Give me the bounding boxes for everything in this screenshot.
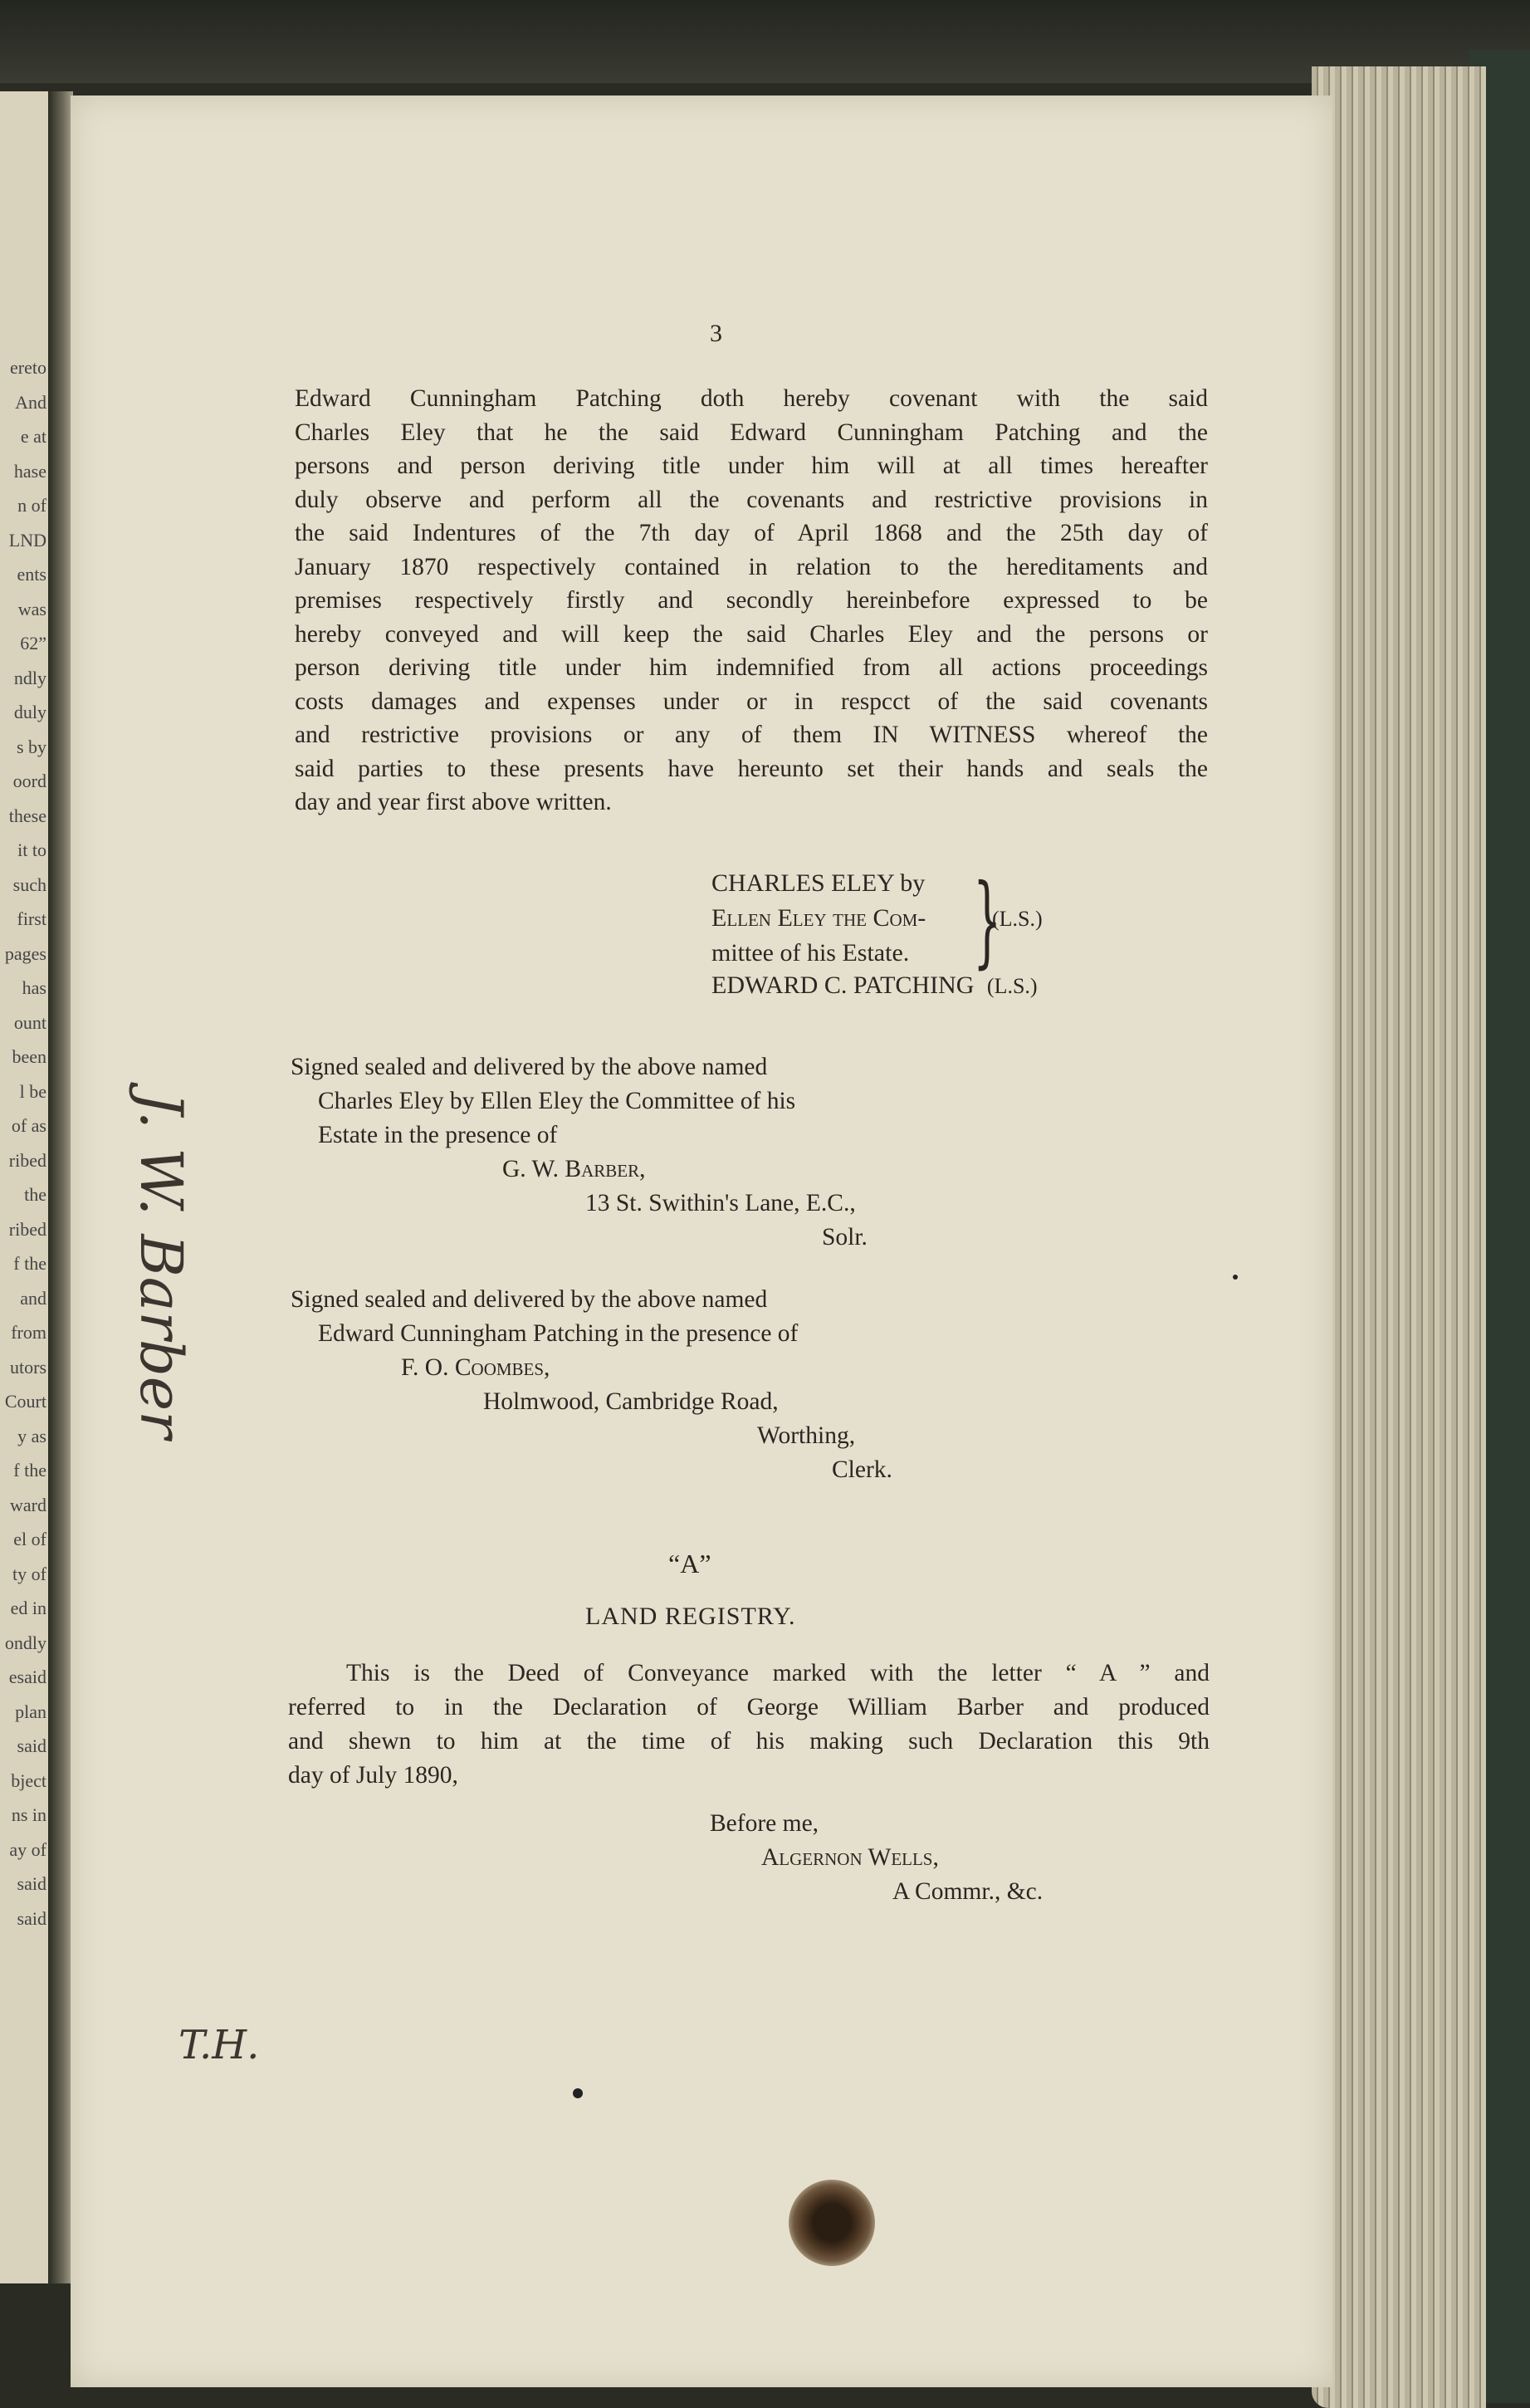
declaration-line: This is the Deed of Conveyance marked with the letter “ A ” and [346, 1660, 1210, 1686]
body-paragraph [295, 382, 1208, 820]
left-page-text-fragment: and [20, 1287, 46, 1309]
left-page-text-fragment: esaid [8, 1667, 46, 1687]
witness-role: Solr. [822, 1224, 868, 1250]
left-page-text-fragment: ward [10, 1494, 46, 1515]
left-page-text-fragment: l be [19, 1080, 46, 1102]
signature-name: EDWARD C. PATCHING [711, 972, 975, 999]
body-line: said parties to these presents have hereunto set their hands and seals the [295, 755, 1208, 782]
body-line: the said Indentures of the 7th day of April 1868 and the 25th day of [295, 520, 1208, 546]
left-page-text-fragment: bject [11, 1769, 46, 1791]
witness-role: Clerk. [832, 1456, 892, 1483]
witness-clause-line: Signed sealed and delivered by the above named [291, 1054, 768, 1080]
registry-heading: LAND REGISTRY. [585, 1603, 796, 1630]
left-page-text-fragment: hase [13, 460, 46, 482]
left-page-text-fragment: plan [15, 1701, 46, 1722]
left-page-text-fragment: ed in [10, 1598, 46, 1618]
left-page-text-fragment: from [11, 1322, 46, 1343]
left-page-text-fragment: Court [4, 1391, 46, 1412]
left-page-text-fragment: it to [17, 839, 46, 860]
left-page-text-fragment: s by [16, 736, 46, 757]
margin-handwriting: J. W. Barber [127, 1092, 195, 1439]
left-page-text-fragment: duly [13, 702, 46, 722]
left-page-text-fragment: f the [13, 1253, 46, 1274]
left-page-text-fragment: first [17, 908, 46, 929]
left-page-text-fragment: ount [13, 1011, 46, 1033]
body-line: and restrictive provisions or any of them IN WITNESS whereof the [295, 722, 1208, 748]
left-page-text-fragment: ndly [13, 667, 46, 688]
body-line: hereby conveyed and will keep the said Charles Eley and the persons or [295, 620, 1208, 648]
left-page-text-fragment: ents [17, 564, 46, 585]
signature-brace: } [973, 864, 1002, 979]
embossed-seal [789, 2180, 875, 2266]
ink-dot [573, 2088, 583, 2098]
body-line: Charles Eley that he the said Edward Cunningham Patching and the [295, 418, 1208, 446]
book-binding-top [0, 0, 1530, 83]
left-page-text-fragment: of as [11, 1115, 46, 1136]
left-page-text-fragment: y as [17, 1425, 46, 1446]
left-page-text-fragment: has [22, 977, 46, 998]
left-page-text-fragment: ay of [9, 1838, 46, 1860]
witness-address: Worthing, [757, 1422, 856, 1449]
witness-clause-line: Estate in the presence of [318, 1122, 558, 1148]
edward-patching-signature [711, 972, 1038, 1000]
commissioner-name: Algernon Wells, [761, 1844, 939, 1871]
left-page-text-fragment: such [12, 874, 46, 895]
body-line: day and year first above written. [295, 789, 612, 815]
left-page-text-fragment: e at [20, 426, 46, 447]
body-line: Edward Cunningham Patching doth hereby covenant with the said [295, 385, 1208, 412]
left-page-text-fragment: said [17, 1735, 46, 1756]
left-page-text-fragment: LND [8, 529, 46, 551]
witness-address: Holmwood, Cambridge Road, [483, 1388, 779, 1415]
witness-clause-line: Edward Cunningham Patching in the presence of [318, 1320, 799, 1347]
seal-label: (L.S.) [986, 974, 1038, 998]
declaration-line: day of July 1890, [288, 1762, 458, 1789]
left-page-text-fragment: ereto [10, 357, 46, 378]
left-page-text-fragment: the [24, 1184, 46, 1205]
left-page-text-fragment: ondly [4, 1632, 46, 1653]
declaration-line: and shewn to him at the time of his making such Declaration this 9th [288, 1728, 1210, 1755]
body-line: premises respectively firstly and secondly hereinbefore expressed to be [295, 587, 1208, 614]
left-page-text-fragment: ns in [11, 1804, 46, 1825]
left-page-text-fragment: And [15, 391, 46, 413]
signature-line: CHARLES ELEY by [711, 869, 926, 897]
before-me: Before me, [710, 1810, 819, 1837]
body-line: person deriving title under him indemnified from all actions proceedings [295, 654, 1208, 681]
charles-eley-signature-block [711, 866, 926, 971]
seal-label: (L.S.) [992, 907, 1043, 931]
left-page-text-fragment: was [17, 598, 46, 619]
left-page-text-fragment: pages [4, 942, 46, 964]
left-page-text-fragment: f the [13, 1460, 46, 1481]
body-line: persons and person deriving title under him will at all times hereafter [295, 453, 1208, 479]
witness-address: 13 St. Swithin's Lane, E.C., [585, 1190, 856, 1216]
book-gutter [48, 91, 73, 2283]
page-number: 3 [710, 320, 722, 347]
left-page-text-fragment: ribed [8, 1149, 46, 1171]
body-line: costs damages and expenses under or in respcct of the said covenants [295, 688, 1208, 715]
left-page-text-fragment: utors [10, 1356, 46, 1378]
body-line: January 1870 respectively contained in relation to the hereditaments and [295, 553, 1208, 580]
left-page-text-fragment: said [17, 1873, 46, 1894]
body-line: duly observe and perform all the covenants and restrictive provisions in [295, 486, 1208, 513]
signature-line: Ellen Eley the Com- [711, 904, 926, 932]
exhibit-mark: “A” [668, 1549, 711, 1578]
witness-clause-line: Charles Eley by Ellen Eley the Committee of his [318, 1088, 796, 1114]
left-page-text-fragment: el of [13, 1529, 46, 1549]
witness-name: F. O. Coombes, [401, 1354, 550, 1381]
declaration-paragraph [288, 1657, 1210, 1793]
witness-clause-line: Signed sealed and delivered by the above named [291, 1286, 768, 1313]
left-page-fragment [0, 91, 50, 2283]
left-page-text-fragment: these [8, 805, 46, 826]
document-page [71, 95, 1332, 2387]
left-page-text-fragment: n of [17, 495, 46, 516]
left-page-text-fragment: ribed [8, 1218, 46, 1240]
left-page-text-fragment: ty of [12, 1563, 46, 1584]
left-page-text-fragment: oord [12, 771, 46, 791]
witness-name: G. W. Barber, [502, 1156, 646, 1182]
margin-initials: T.H. [178, 2022, 260, 2068]
ink-dot [1233, 1275, 1238, 1280]
left-page-text-fragment: 62” [20, 633, 46, 653]
signature-line: mittee of his Estate. [711, 939, 910, 967]
left-page-text-fragment: said [17, 1907, 46, 1929]
commissioner-title: A Commr., &c. [892, 1878, 1044, 1905]
left-page-text-fragment: been [12, 1046, 46, 1067]
page-edges [1312, 66, 1486, 2408]
declaration-line: referred to in the Declaration of George William Barber and produced [288, 1694, 1210, 1720]
